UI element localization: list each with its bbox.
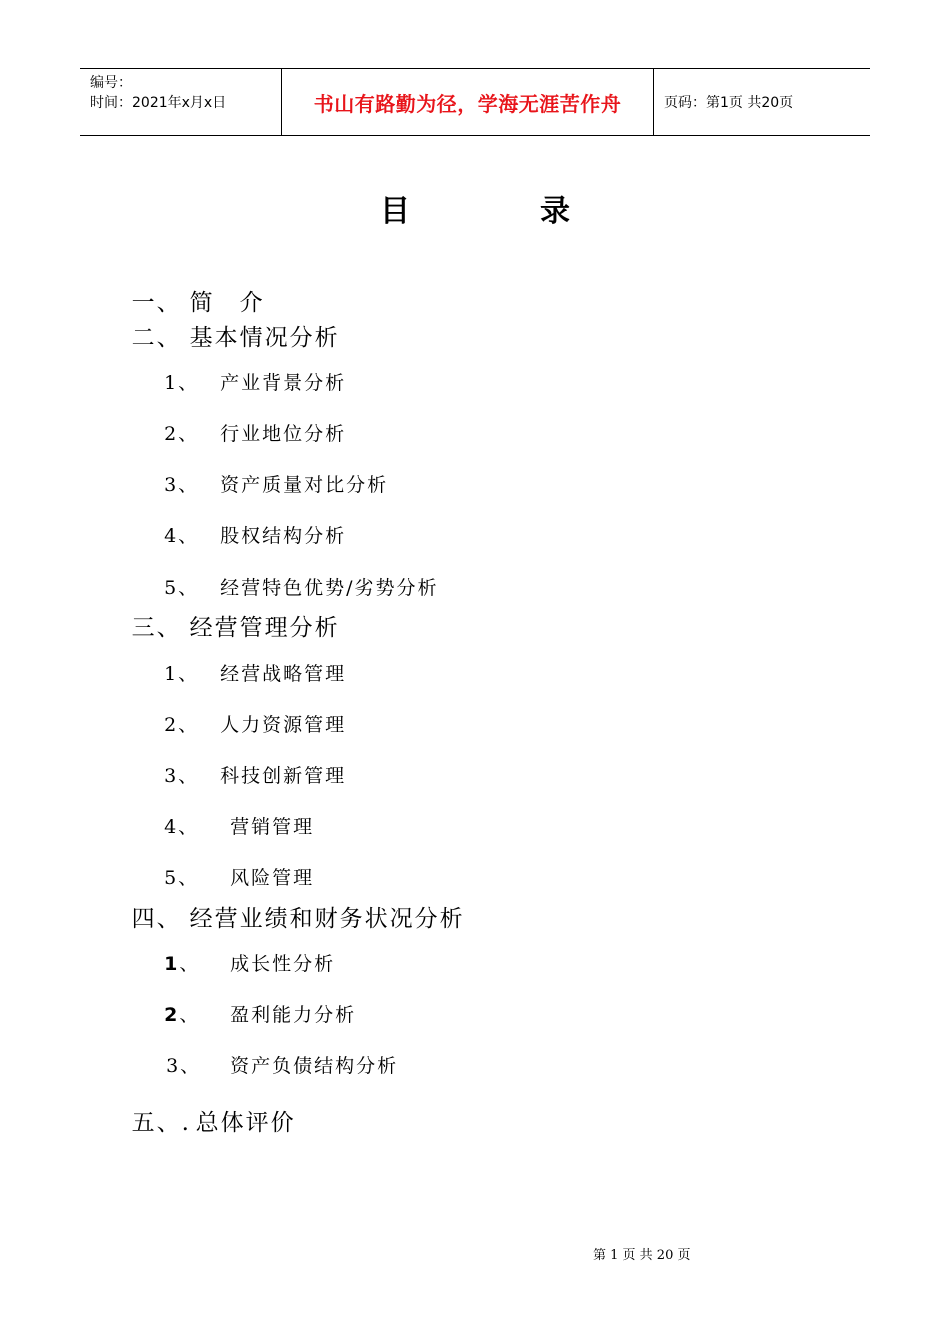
- toc-label: 成长性分析: [230, 953, 336, 975]
- toc-num-sep: 、: [179, 953, 201, 975]
- toc-label: 简 介: [189, 290, 265, 316]
- toc-label: 资产负债结构分析: [230, 1055, 399, 1077]
- toc-item-4-3[interactable]: [150, 1029, 398, 1078]
- header-motto: 书山有路勤为径，学海无涯苦作舟: [282, 69, 654, 135]
- toc-label: 经营特色优势/劣势分析: [220, 577, 439, 599]
- page-title: [0, 186, 950, 230]
- toc-label: 总体评价: [195, 1110, 296, 1136]
- toc-item-2-2[interactable]: [148, 397, 346, 446]
- toc-label: 经营战略管理: [220, 663, 347, 685]
- toc-label: 营销管理: [230, 816, 315, 838]
- toc-item-2-4[interactable]: [148, 499, 346, 548]
- toc-num: 2、: [164, 423, 200, 445]
- toc-num: 2、: [164, 714, 200, 736]
- title-char-2: 录: [540, 194, 570, 229]
- toc-label: 科技创新管理: [220, 765, 347, 787]
- toc-num: 一、: [131, 290, 182, 316]
- toc-item-2-1[interactable]: [148, 346, 346, 395]
- toc-label: 经营业绩和财务状况分析: [189, 906, 465, 932]
- time-label: 时间：2021年x月x日: [90, 95, 227, 111]
- toc-label: 行业地位分析: [220, 423, 347, 445]
- toc-section-3[interactable]: [113, 583, 340, 642]
- toc-label: 人力资源管理: [220, 714, 347, 736]
- header-page-info: 页码：第1页 共20页: [664, 95, 794, 111]
- toc-item-3-4[interactable]: [148, 790, 314, 839]
- toc-num: 4、: [164, 525, 200, 547]
- toc-num: 二、: [131, 325, 182, 351]
- toc-num: 四、: [131, 906, 182, 932]
- toc-num: 1、: [164, 663, 200, 685]
- toc-num: 3、: [164, 765, 200, 787]
- toc-item-3-1[interactable]: [148, 637, 346, 686]
- toc-num: 1: [164, 953, 180, 975]
- toc-label: 盈利能力分析: [230, 1004, 357, 1026]
- page-footer: 第 1 页 共 20 页: [593, 1248, 691, 1263]
- toc-label: 经营管理分析: [189, 615, 340, 641]
- toc-label: 风险管理: [230, 867, 315, 889]
- toc-num: 1、: [164, 372, 200, 394]
- toc-num: 4、: [164, 816, 200, 838]
- toc-num: 5、: [164, 577, 200, 599]
- toc-section-4[interactable]: [113, 874, 465, 933]
- header-meta: [80, 69, 282, 135]
- toc-num: 5、: [164, 867, 200, 889]
- toc-num: 3、: [164, 474, 200, 496]
- serial-label: 编号：: [90, 75, 132, 91]
- toc-item-3-2[interactable]: [148, 688, 346, 737]
- toc-item-2-3[interactable]: [148, 448, 388, 497]
- toc-label: 基本情况分析: [189, 325, 340, 351]
- toc-item-3-3[interactable]: [148, 739, 346, 788]
- toc-num-group: [164, 949, 230, 976]
- toc-num: 3、: [166, 1055, 202, 1077]
- title-char-1: 目: [380, 194, 410, 229]
- toc-section-2[interactable]: [113, 293, 340, 352]
- toc-label: 产业背景分析: [220, 372, 347, 394]
- toc-num: 2: [164, 1004, 180, 1026]
- toc-num: 三、: [131, 615, 182, 641]
- page-header: [80, 68, 870, 136]
- toc-section-5[interactable]: [113, 1078, 296, 1137]
- toc-item-4-2[interactable]: [148, 978, 356, 1027]
- toc-item-4-1[interactable]: [148, 927, 335, 976]
- toc-label: 股权结构分析: [220, 525, 347, 547]
- toc-num-sep: 、: [179, 1004, 201, 1026]
- toc-num: 五、.: [131, 1110, 191, 1136]
- toc-num-group: [164, 1000, 230, 1027]
- toc-label: 资产质量对比分析: [220, 474, 389, 496]
